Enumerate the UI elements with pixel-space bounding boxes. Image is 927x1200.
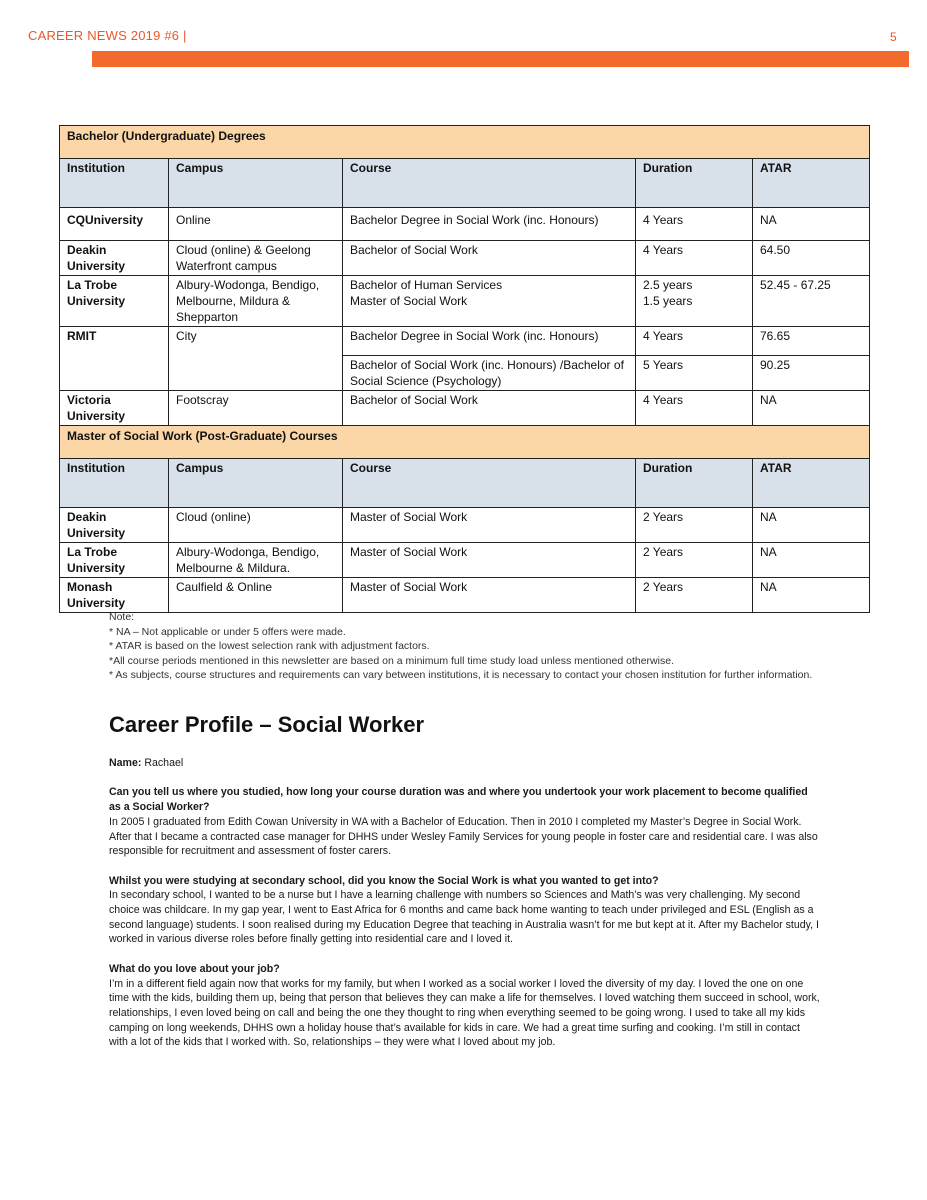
- table-notes: [109, 610, 819, 683]
- atar-cell: 76.65: [753, 327, 870, 356]
- duration-cell: 4 Years: [636, 391, 753, 426]
- column-header-campus: Campus: [169, 159, 343, 208]
- interview-answer: I’m in a different field again now that works for my family, but when I worked as a social worker I loved the diversity of my day. I loved the one on one time with the kids, building them up, being that person that believes they can make a life for themselves. I loved watching them succeed in school, work, relationships, I even loved being on call and being the one they thought to ring when everything seemed to be going wrong. I used to take all my kids camping on long weekends, DHHS own a holiday house that’s available for kids in care. We had a great time surfing and cooking. I’m still in contact with a lot of the kids that I worked with. So, relationships – they were what I loved about my job.: [109, 977, 820, 1049]
- course-cell: Master of Social Work: [343, 578, 636, 613]
- column-header-institution: Institution: [60, 459, 169, 508]
- duration-cell: 4 Years: [636, 327, 753, 356]
- duration-cell: 4 Years: [636, 241, 753, 276]
- qa-block: [109, 874, 821, 948]
- course-line: Master of Social Work: [350, 294, 468, 308]
- qa-block: [109, 962, 821, 1050]
- institution-cell: La Trobe University: [60, 543, 169, 578]
- column-header-duration: Duration: [636, 159, 753, 208]
- atar-cell: NA: [753, 208, 870, 241]
- table-row: [60, 241, 870, 276]
- interview-question: Can you tell us where you studied, how long your course duration was and where you undertook your work placement to become qualified as a Social Worker?: [109, 786, 808, 814]
- table-row: [60, 578, 870, 613]
- notes-title: Note:: [109, 611, 135, 623]
- campus-cell: City: [169, 327, 343, 391]
- column-header-duration: Duration: [636, 459, 753, 508]
- bachelor-section-heading: Bachelor (Undergraduate) Degrees: [60, 126, 870, 159]
- note-item: *All course periods mentioned in this newsletter are based on a minimum full time study load unless mentioned otherwise.: [109, 654, 674, 667]
- course-cell: Master of Social Work: [343, 543, 636, 578]
- duration-line: 1.5 years: [643, 294, 693, 308]
- campus-cell: Albury-Wodonga, Bendigo, Melbourne & Mildura.: [169, 543, 343, 578]
- institution-cell: Deakin University: [60, 241, 169, 276]
- column-header-course: Course: [343, 159, 636, 208]
- campus-cell: Cloud (online) & Geelong Waterfront campus: [169, 241, 343, 276]
- institution-cell: RMIT: [60, 327, 169, 391]
- course-cell: Bachelor of Social Work: [343, 391, 636, 426]
- campus-cell: Albury-Wodonga, Bendigo, Melbourne, Mildura & Shepparton: [169, 276, 343, 327]
- campus-cell: Caulfield & Online: [169, 578, 343, 613]
- qa-block: [109, 785, 821, 859]
- table-row: [60, 391, 870, 426]
- profile-name: [109, 756, 821, 771]
- interview-question: Whilst you were studying at secondary school, did you know the Social Work is what you wanted to get into?: [109, 874, 659, 887]
- course-cell: Master of Social Work: [343, 508, 636, 543]
- column-header-atar: ATAR: [753, 159, 870, 208]
- column-header-campus: Campus: [169, 459, 343, 508]
- note-item: * ATAR is based on the lowest selection rank with adjustment factors.: [109, 640, 430, 653]
- newsletter-title: CAREER NEWS 2019 #6 |: [28, 28, 187, 43]
- atar-cell: NA: [753, 578, 870, 613]
- campus-cell: Cloud (online): [169, 508, 343, 543]
- atar-cell: NA: [753, 391, 870, 426]
- interview-answer: In secondary school, I wanted to be a nurse but I have a learning challenge with numbers so Sciences and Math’s was very challenging. My second choice was childcare. In my gap year, I went to East Africa for 6 months and came back home wanting to teach under privileged and ESL (English as a second language) students. I soon realised during my Education Degree that teaching in Australia wasn’t for me but kept at it. After my Bachelor study, I worked in various diverse roles before finally getting into residential care and I loved it.: [109, 889, 819, 946]
- master-section-heading: Master of Social Work (Post-Graduate) Courses: [60, 426, 870, 459]
- course-cell: Bachelor Degree in Social Work (inc. Honours): [343, 208, 636, 241]
- career-profile: [109, 756, 821, 1065]
- bachelor-section-row: [60, 126, 870, 159]
- column-header-atar: ATAR: [753, 459, 870, 508]
- interview-answer: In 2005 I graduated from Edith Cowan University in WA with a Bachelor of Education. Then in 2010 I completed my Master’s Degree in Social Work. After that I became a contracted case manager for DHHS under Wesley Family Services for young people in foster care and residential care. I was also responsible for recruitment and assessment of foster carers.: [109, 815, 818, 858]
- institution-cell: Deakin University: [60, 508, 169, 543]
- course-cell: Bachelor Degree in Social Work (inc. Honours): [343, 327, 636, 356]
- duration-cell: 5 Years: [636, 356, 753, 391]
- table-header-row: [60, 159, 870, 208]
- column-header-course: Course: [343, 459, 636, 508]
- course-line: Bachelor of Human Services: [350, 278, 503, 292]
- column-header-institution: Institution: [60, 159, 169, 208]
- table-row: [60, 208, 870, 241]
- atar-cell: 52.45 - 67.25: [753, 276, 870, 327]
- course-cell: Bachelor of Social Work (inc. Honours) /Bachelor of Social Science (Psychology): [343, 356, 636, 391]
- table-row: [60, 276, 870, 327]
- duration-cell: 2 Years: [636, 508, 753, 543]
- institution-cell: La Trobe University: [60, 276, 169, 327]
- table-row: [60, 508, 870, 543]
- campus-cell: Online: [169, 208, 343, 241]
- duration-cell: 4 Years: [636, 208, 753, 241]
- table-header-row: [60, 459, 870, 508]
- course-cell: Bachelor of Social Work: [343, 241, 636, 276]
- institution-cell: CQUniversity: [60, 208, 169, 241]
- duration-cell: 2 Years: [636, 578, 753, 613]
- header-accent-bar: [92, 51, 909, 67]
- name-value: Rachael: [141, 757, 184, 769]
- note-item: * NA – Not applicable or under 5 offers were made.: [109, 625, 346, 638]
- profile-heading: Career Profile – Social Worker: [109, 712, 425, 737]
- atar-cell: NA: [753, 543, 870, 578]
- atar-cell: NA: [753, 508, 870, 543]
- social-work-courses-table: [59, 125, 870, 613]
- course-cell: [343, 276, 636, 327]
- duration-line: 2.5 years: [643, 278, 693, 292]
- name-label: Name:: [109, 757, 142, 769]
- page-number: 5: [890, 30, 897, 44]
- master-section-row: [60, 426, 870, 459]
- institution-cell: Monash University: [60, 578, 169, 613]
- table-row: [60, 543, 870, 578]
- note-item: * As subjects, course structures and requirements can vary between institutions, it is necessary to contact your chosen institution for further information.: [109, 669, 813, 682]
- institution-cell: Victoria University: [60, 391, 169, 426]
- interview-question: What do you love about your job?: [109, 962, 280, 975]
- duration-cell: [636, 276, 753, 327]
- duration-cell: 2 Years: [636, 543, 753, 578]
- table-row: [60, 327, 870, 356]
- atar-cell: 90.25: [753, 356, 870, 391]
- atar-cell: 64.50: [753, 241, 870, 276]
- campus-cell: Footscray: [169, 391, 343, 426]
